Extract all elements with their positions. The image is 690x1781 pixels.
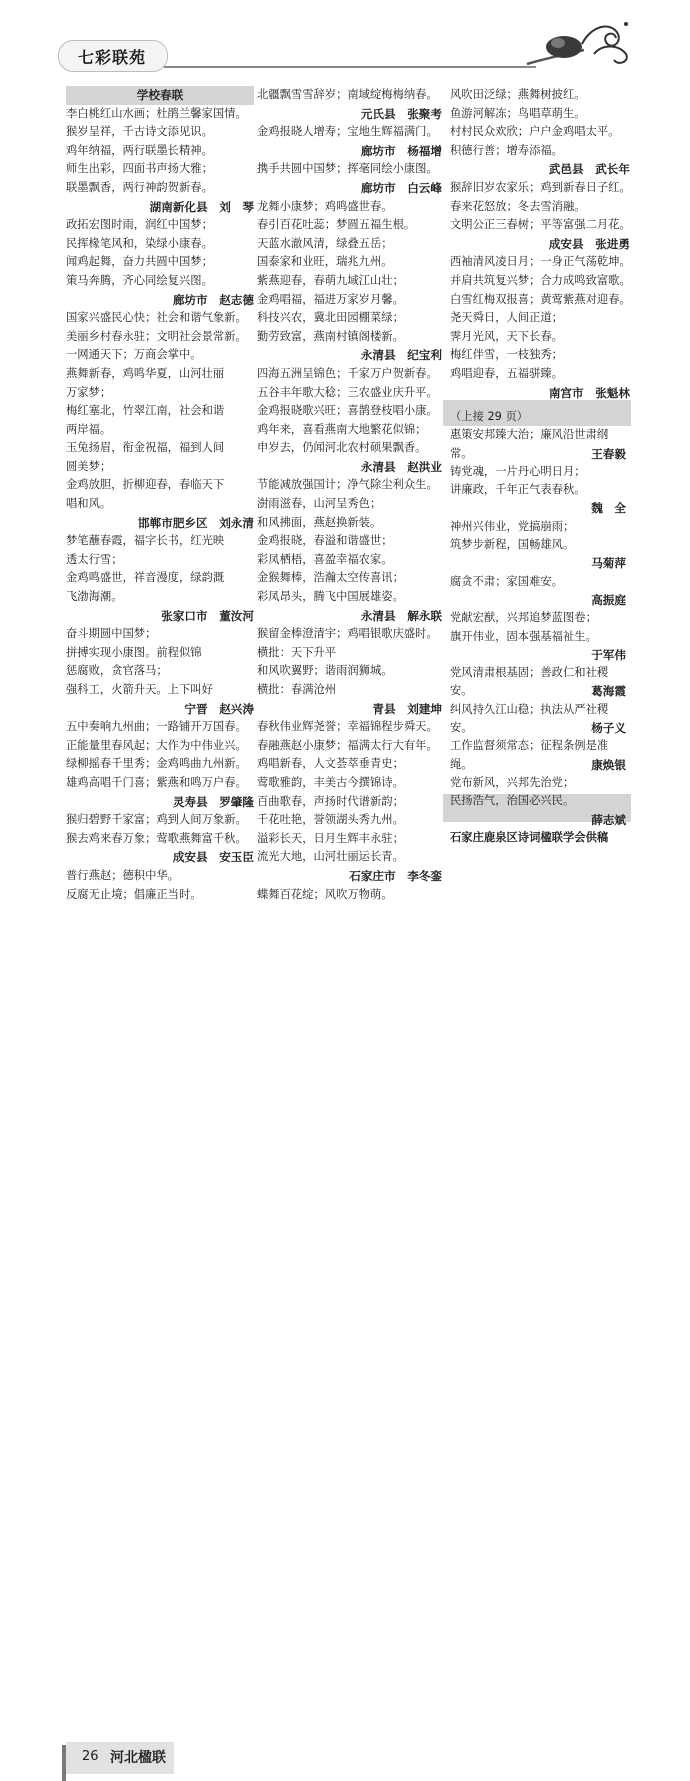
couplet-line: 金鸡报晓歌兴旺；喜鹊登枝唱小康。 bbox=[257, 404, 438, 418]
couplet-line: 澍雨滋春，山河呈秀色； bbox=[257, 497, 382, 511]
author-byline: 马菊萍 bbox=[591, 556, 626, 571]
couplet-line: 彩凤栖梧，喜盈幸福农家。 bbox=[257, 552, 393, 566]
couplet-line: 尧天舜日，人间正道； bbox=[450, 311, 563, 325]
couplet-line: 科技兴农，冀北田园棚菜绿； bbox=[257, 311, 404, 325]
couplet-line: 拼搏实现小康图。前程似锦 bbox=[66, 645, 202, 659]
couplet-line: 溢彩长天，日月生辉丰永驻； bbox=[257, 831, 404, 845]
author-byline: 薛志斌 bbox=[591, 812, 626, 827]
author-byline: 成安县 安玉臣 bbox=[172, 850, 254, 865]
couplet-line: 并肩共筑复兴梦；合力成鸣致富歌。 bbox=[450, 273, 631, 287]
column-left bbox=[66, 86, 254, 904]
couplet-line: 讲廉政，千年正气表春秋。 bbox=[450, 483, 586, 497]
couplet-line: 紫燕迎春，春萌九域江山壮； bbox=[257, 273, 404, 287]
couplet-line: 旗开伟业，固本强基福祉生。 bbox=[450, 629, 597, 643]
couplet-line: 唱和风。 bbox=[66, 497, 112, 511]
author-byline: 永清县 赵洪业 bbox=[360, 459, 442, 474]
couplet-line: 勤劳致富，燕南村镇阁楼新。 bbox=[257, 329, 404, 343]
sidebox-lines bbox=[450, 408, 626, 847]
couplet-line: 金猴舞棒，浩瀚太空传喜讯； bbox=[257, 571, 404, 585]
couplet-line: 惩腐败，贪官落马； bbox=[66, 664, 168, 678]
couplet-line: 工作监督须常态；征程条例是准绳。 bbox=[450, 739, 609, 771]
couplet-line: 横批：春满沧州 bbox=[257, 683, 337, 696]
couplet-line: 鸡唱迎春，五福骈臻。 bbox=[450, 366, 563, 380]
author-byline: 宁晋 赵兴涛 bbox=[184, 701, 254, 716]
page-header bbox=[0, 0, 690, 90]
couplet-line: 燕舞新春，鸡鸣华夏，山河壮丽 bbox=[66, 366, 225, 380]
author-byline: 葛海霞 bbox=[591, 684, 626, 699]
author-byline: 廊坊市 白云峰 bbox=[360, 180, 442, 195]
couplet-line: 金鸡报晓，春溢和谐盛世； bbox=[257, 534, 393, 548]
couplet-line: 天蓝水澈风清，绿叠五岳； bbox=[257, 236, 393, 250]
couplet-line: 村村民众欢欣；户户金鸡唱太平。 bbox=[450, 125, 620, 139]
couplet-line: 猴岁呈祥，千古诗文添见识。 bbox=[66, 125, 213, 139]
couplet-line: 横批：天下升平 bbox=[257, 645, 337, 659]
couplet-line: 积德行善；增寿添福。 bbox=[450, 143, 563, 157]
author-byline: 武邑县 武长年 bbox=[548, 162, 630, 177]
couplet-line: 猴留金棒澄清宇；鸡唱银歌庆盛时。 bbox=[257, 627, 438, 641]
couplet-line: 奋斗期圆中国梦； bbox=[66, 627, 157, 641]
couplet-line: 五谷丰年歌大稔；三农盛业庆升平。 bbox=[257, 385, 438, 399]
couplet-line: 联墨飘香，两行神韵贺新春。 bbox=[66, 180, 213, 194]
couplet-line: 和风拂面，燕赵换新装。 bbox=[257, 515, 382, 529]
couplet-line: 风吹田泛绿；燕舞树披红。 bbox=[450, 88, 586, 101]
header-rule bbox=[164, 66, 536, 68]
couplet-line: 梅红伴雪，一枝独秀； bbox=[450, 348, 563, 362]
couplet-line: 腐贪不肃；家国难安。 bbox=[450, 574, 563, 588]
author-byline: 成安县 张进勇 bbox=[548, 236, 630, 251]
column-right bbox=[450, 86, 630, 402]
couplet-line: 党布新风，兴邦先治党； bbox=[450, 775, 575, 789]
couplet-line: 金鸡鸣盛世，祥音漫度，绿韵溉 bbox=[66, 571, 225, 585]
couplet-line: 霁月光风，天下长春。 bbox=[450, 329, 563, 343]
column-middle bbox=[257, 86, 442, 904]
couplet-line: 纠风持久江山稳；执法从严社稷安。 bbox=[450, 702, 609, 735]
couplet-line: 梦笔蘸春霞，福字长书，红光映 bbox=[66, 534, 225, 548]
couplet-line: 北疆飘雪雪辞岁；南域绽梅梅纳春。 bbox=[257, 88, 438, 101]
couplet-line: 正能量里春风起；大作为中伟业兴。 bbox=[66, 738, 247, 752]
couplet-line: 万家梦； bbox=[66, 385, 112, 399]
couplet-line: 四海五洲呈锦色；千家万户贺新春。 bbox=[257, 366, 438, 380]
author-byline: 高振庭 bbox=[591, 592, 626, 607]
couplet-line: 民挥椽笔风和，染绿小康春。 bbox=[66, 236, 213, 250]
couplet-line: 师生出彩，四面书声扬大雅； bbox=[66, 162, 213, 176]
author-byline: 青县 刘建坤 bbox=[372, 701, 442, 716]
couplet-line: 国泰家和业旺，瑞兆九州。 bbox=[257, 255, 393, 269]
couplet-line: 鸡年纳福，两行联墨长精神。 bbox=[66, 143, 213, 157]
couplet-line: 猴辞旧岁农家乐；鸡到新春日子红。 bbox=[450, 180, 631, 194]
couplet-line: 猴归碧野千家富；鸡到人间万象新。 bbox=[66, 813, 247, 827]
couplet-line: 飞渤海潮。 bbox=[66, 590, 123, 604]
couplet-line: 强科工，火箭升天。上下叫好 bbox=[66, 683, 213, 696]
author-byline: 杨子义 bbox=[591, 721, 626, 736]
couplet-line: 国家兴盛民心快；社会和谐气象新。 bbox=[66, 311, 247, 325]
couplet-line: 春秋伟业辉尧誉；幸福锦程步舜天。 bbox=[257, 720, 438, 734]
couplet-line: 绿柳摇春千里秀；金鸡鸣曲九州新。 bbox=[66, 757, 247, 771]
author-byline: 魏 全 bbox=[591, 501, 626, 516]
couplet-line: 政拓宏图时雨，润红中国梦； bbox=[66, 218, 213, 232]
author-byline: 廊坊市 赵志德 bbox=[172, 292, 254, 307]
couplet-line: 彩凤昂头，腾飞中国展雄姿。 bbox=[257, 590, 404, 604]
couplet-line: 普行燕赵；德积中华。 bbox=[66, 868, 179, 882]
couplet-line: 春融燕赵小康梦；福满太行大有年。 bbox=[257, 738, 438, 752]
couplet-line: 携手共圆中国梦；挥毫同绘小康图。 bbox=[257, 162, 438, 176]
couplet-line: 莺歌雅韵，丰美古今撰锦诗。 bbox=[257, 775, 404, 789]
couplet-line: 圆美梦； bbox=[66, 459, 112, 473]
couplet-line: 金鸡唱福，福进万家岁月馨。 bbox=[257, 292, 404, 306]
couplet-line: 猴去鸡来春万象；莺歌燕舞富千秋。 bbox=[66, 831, 247, 845]
couplet-line: 透太行雪； bbox=[66, 552, 123, 566]
couplet-line: 蝶舞百花绽；风吹万物萌。 bbox=[257, 887, 393, 901]
author-byline: 廊坊市 杨福增 bbox=[360, 143, 442, 158]
couplet-line: 鱼游河解冻；鸟唱草萌生。 bbox=[450, 106, 586, 120]
page-number: 26 bbox=[82, 1749, 99, 1764]
continued-sidebox bbox=[443, 400, 631, 844]
couplet-line: 西袖清风凌日月；一身正气荡乾坤。 bbox=[450, 255, 631, 269]
author-byline: 张家口市 董汝河 bbox=[161, 608, 254, 623]
couplet-line: 和风吹翼野；谐雨润狮城。 bbox=[257, 664, 393, 678]
couplet-line: 五中奏响九州曲；一路铺开万国春。 bbox=[66, 720, 247, 734]
couplet-line: 筑梦步新程，国畅雄风。 bbox=[450, 538, 575, 552]
author-byline: 元氏县 张聚考 bbox=[360, 106, 442, 121]
couplet-line: 反腐无止境；倡廉正当时。 bbox=[66, 887, 202, 901]
couplet-line: 申岁去，仍闻河北农村硕果飘香。 bbox=[257, 441, 427, 455]
couplet-line: 民扬浩气，治国必兴民。 bbox=[450, 794, 575, 808]
author-byline: 石家庄市 李冬銮 bbox=[349, 868, 442, 883]
author-byline: 永清县 纪宝利 bbox=[360, 348, 442, 363]
couplet-line: 春引百花吐蕊；梦圆五福生根。 bbox=[257, 218, 416, 232]
couplet-line: 千花吐艳，誉领湖头秀九州。 bbox=[257, 813, 404, 827]
journal-name: 河北楹联 bbox=[110, 1750, 166, 1766]
couplet-line: 金鸡放胆，折柳迎春，春临天下 bbox=[66, 478, 225, 492]
couplet-line: 文明公正三春树；平等富强二月花。 bbox=[450, 218, 631, 232]
couplet-line: 铸党魂，一片丹心明日月； bbox=[450, 464, 586, 478]
couplet-line: 一网通天下；万商会掌中。 bbox=[66, 348, 202, 362]
author-byline: 王春毅 bbox=[591, 446, 626, 461]
ink-brush-ornament-icon bbox=[522, 14, 632, 74]
couplet-line: 雄鸡高唱千门喜；紫燕和鸣万户春。 bbox=[66, 775, 247, 789]
section-title: 七彩联苑 bbox=[78, 48, 147, 67]
couplet-line: 鸡年来，喜看燕南大地繁花似锦； bbox=[257, 422, 427, 436]
page-footer bbox=[0, 868, 690, 1766]
couplet-line: 梅红塞北，竹翠江南，社会和谐 bbox=[66, 404, 225, 418]
author-byline: 灵寿县 罗肇隆 bbox=[172, 794, 254, 809]
couplet-line: 龙舞小康梦；鸡鸣盛世春。 bbox=[257, 199, 393, 213]
author-byline: 于军伟 bbox=[591, 647, 626, 662]
couplet-line: 党风清肃根基固；善政仁和社稷安。 bbox=[450, 666, 609, 698]
author-byline: 南宫市 张魁林 bbox=[548, 385, 630, 400]
couplet-line: 神州兴伟业，党搞崩雨； bbox=[450, 519, 575, 533]
couplet-line: 李白桃红山水画；杜鹃兰馨家国情。 bbox=[66, 106, 247, 120]
couplet-line: 春来花怒放；冬去雪消融。 bbox=[450, 199, 586, 213]
couplet-line: 鸡唱新春，人文荟萃垂青史； bbox=[257, 757, 404, 771]
section-heading: 学校春联 bbox=[66, 86, 254, 105]
couplet-line: 百曲歌春，声扬时代谱新韵； bbox=[257, 794, 404, 808]
couplet-line: 玉兔扬眉，衔金祝福，福到人间 bbox=[66, 441, 225, 455]
couplet-line: 石家庄鹿泉区诗词楹联学会供稿 bbox=[450, 830, 609, 844]
author-byline: 永清县 解永联 bbox=[360, 608, 442, 623]
couplet-line: 流光大地，山河壮丽运长青。 bbox=[257, 850, 404, 864]
author-byline: 康焕银 bbox=[591, 757, 626, 772]
couplet-line: 节能减放强国计；净气除尘利众生。 bbox=[257, 478, 438, 492]
couplet-line: 闻鸡起舞，奋力共圆中国梦； bbox=[66, 255, 213, 269]
couplet-line: （上接 29 页） bbox=[450, 410, 529, 423]
author-byline: 湖南新化县 刘 琴 bbox=[149, 199, 254, 214]
couplet-line: 美丽乡村春永驻；文明社会景常新。 bbox=[66, 329, 247, 343]
couplet-line: 白雪红梅双报喜；黄莺紫燕对迎春。 bbox=[450, 292, 631, 306]
author-byline: 邯郸市肥乡区 刘永清 bbox=[138, 515, 254, 530]
couplet-line: 策马奔腾，齐心同绘复兴图。 bbox=[66, 273, 213, 287]
couplet-line: 惠策安邦臻大治；廉风沿世肃纲常。 bbox=[450, 428, 609, 460]
couplet-line: 金鸡报晓人增寿；宝地生辉福满门。 bbox=[257, 125, 438, 139]
couplet-line: 党献宏猷，兴邦追梦蓝图卷； bbox=[450, 611, 597, 625]
couplet-line: 两岸福。 bbox=[66, 422, 112, 436]
